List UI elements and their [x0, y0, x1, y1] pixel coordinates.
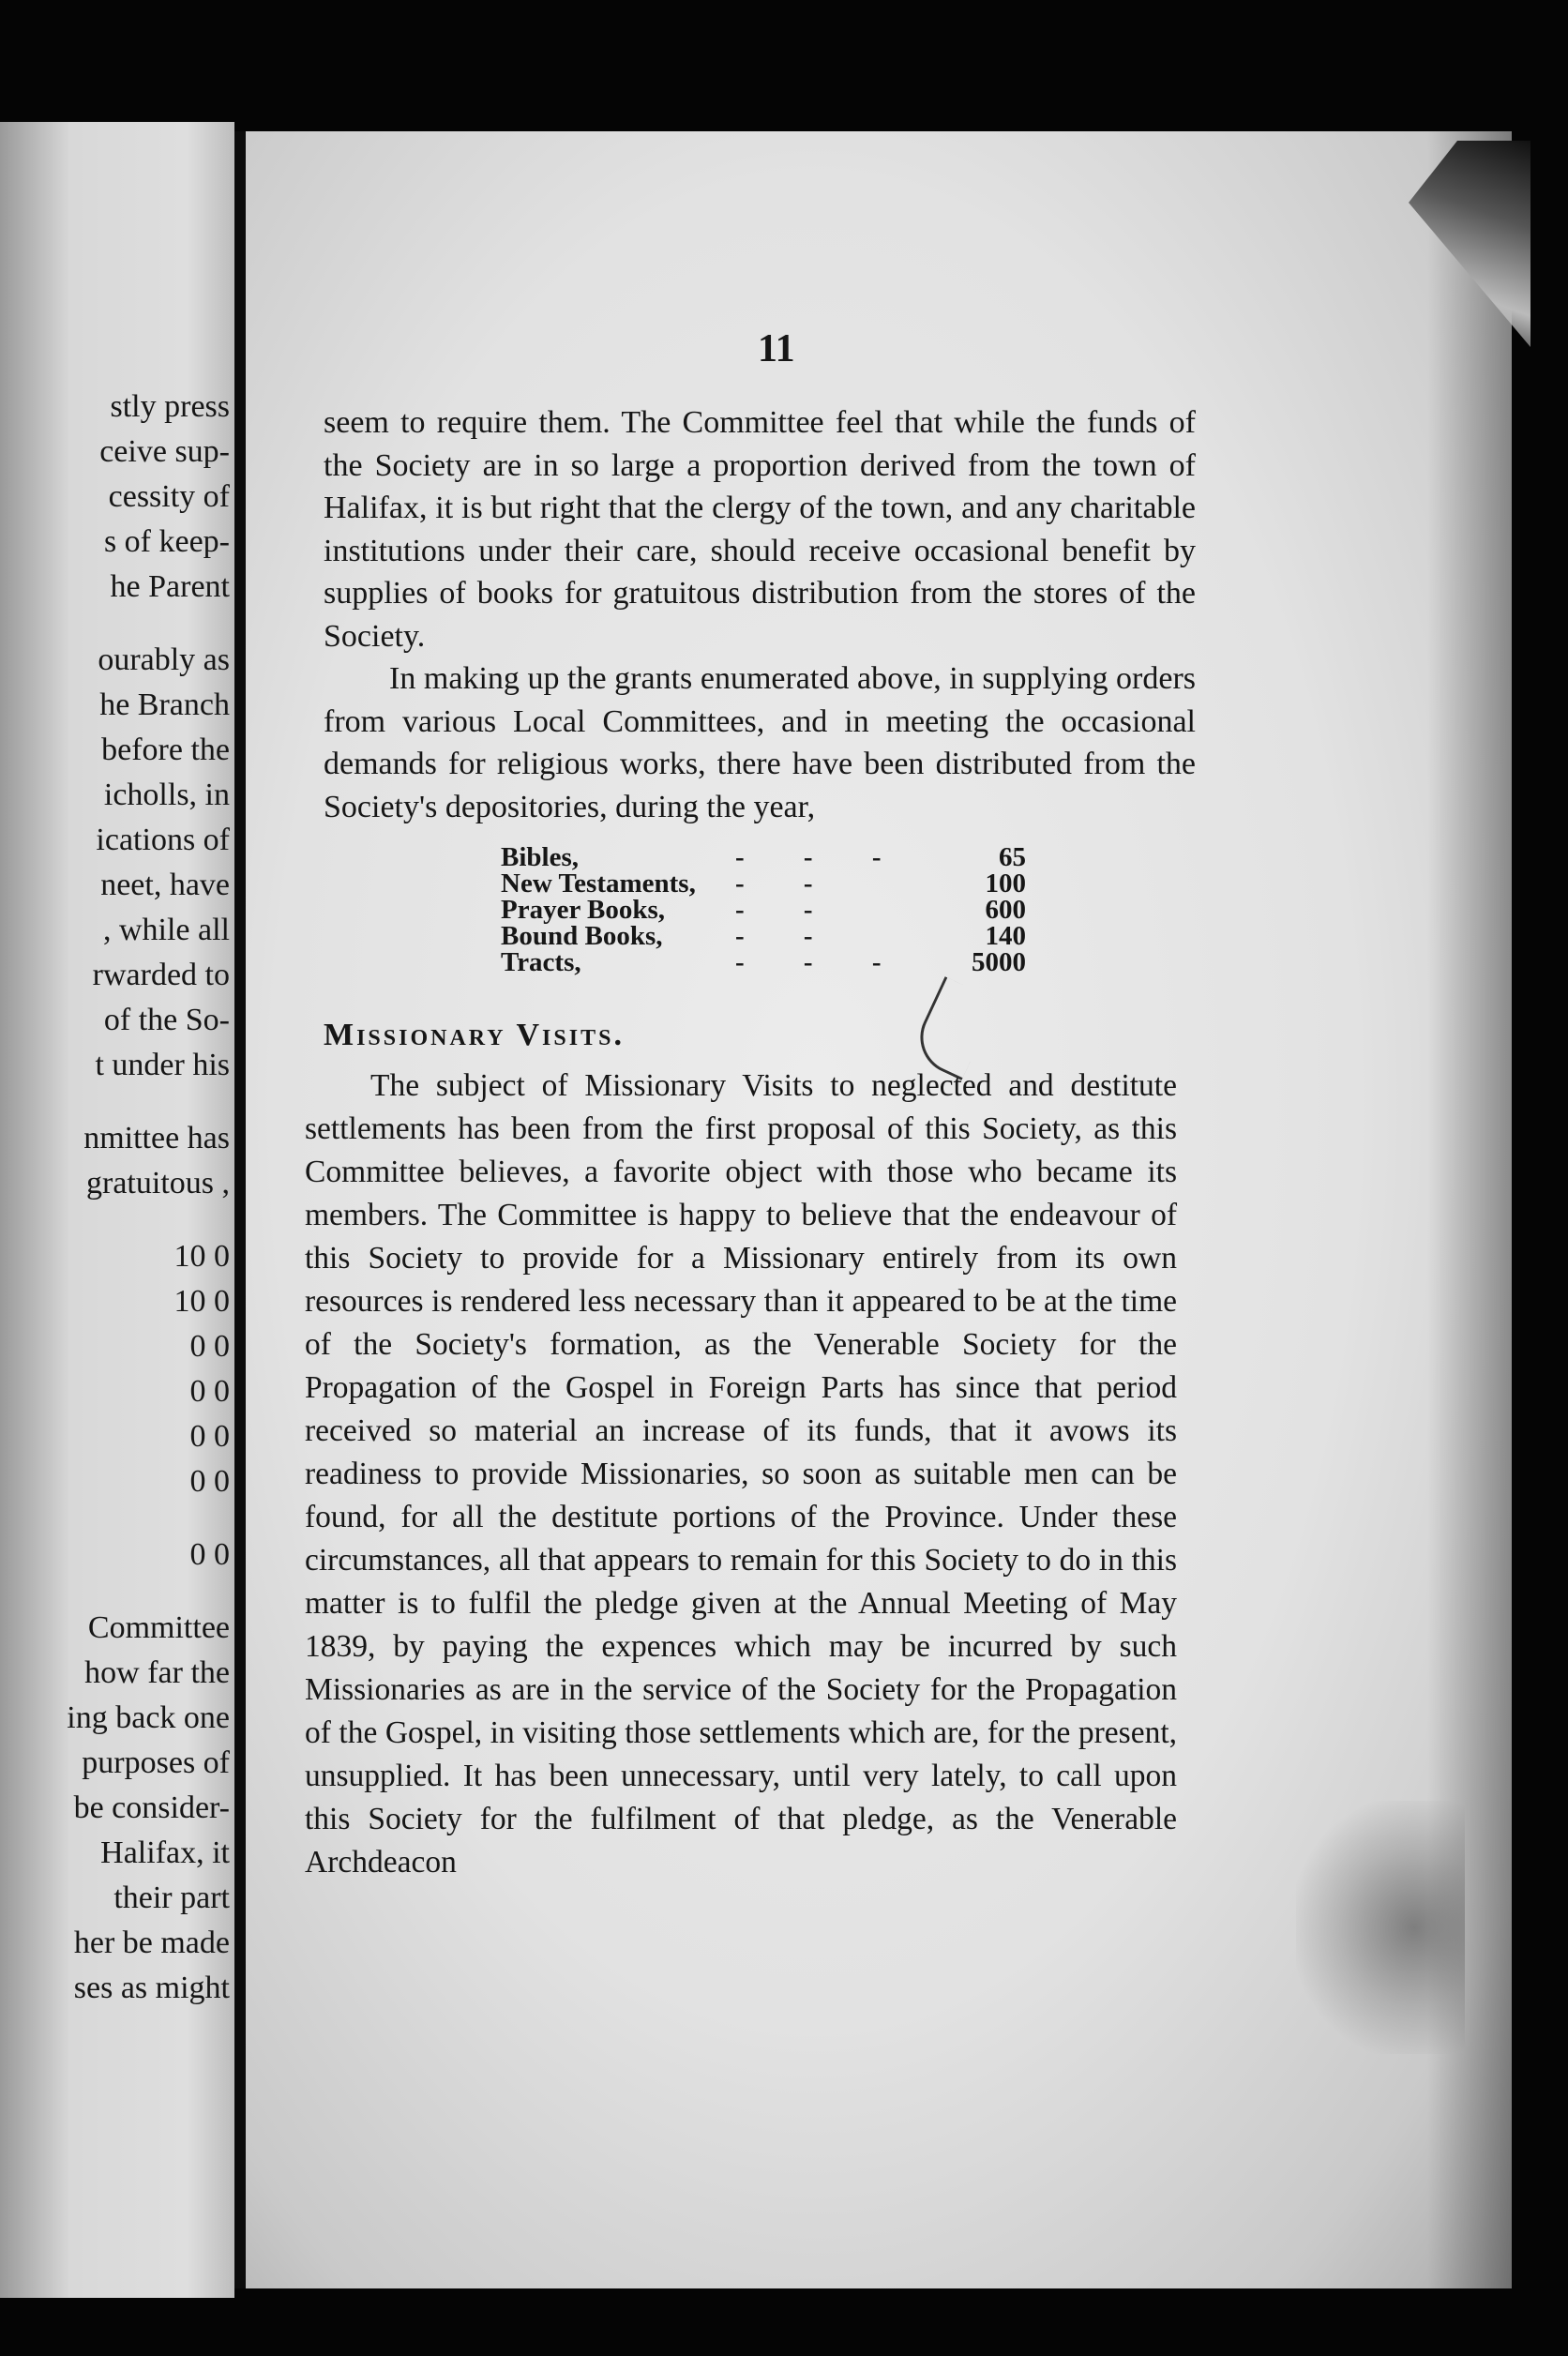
left-page-line: ications of [96, 823, 230, 857]
distribution-label: Bound Books, [501, 921, 663, 951]
distribution-value: 600 [985, 895, 1026, 925]
page-number: 11 [758, 327, 795, 370]
left-page-line: neet, have [100, 868, 230, 902]
left-page-line: , while all [102, 913, 230, 947]
left-page-line [0, 1088, 230, 1116]
left-page-line: gratuitous , [86, 1166, 230, 1201]
left-page-line: stly press [110, 389, 230, 424]
book-gutter [234, 131, 246, 2288]
distribution-dashes: - - - [735, 947, 908, 977]
left-page-line: before the [101, 732, 230, 767]
paragraph-1: seem to require them. The Committee feel that while the funds of the Society are in so large a proportion derived from the town of Halifax, it is but right that the clergy of the town, and any charitable institutions under their care, should receive occasional benefit by supplies of books for gratuitous distribution from the stores of the Society. [324, 405, 1196, 654]
left-page-line: Committee [87, 1610, 230, 1645]
left-page-line: 0 0 [189, 1464, 230, 1499]
distribution-dashes: - - [735, 921, 839, 951]
left-page-line: 0 0 [189, 1419, 230, 1454]
paragraph-2: In making up the grants enumerated above, in supplying orders from various Local Committees, and in meeting the occasional demands for religious works, there have been distributed from the Society's depositories, during the year, [324, 661, 1196, 824]
left-page-line [0, 1504, 230, 1533]
distribution-row [501, 949, 1026, 975]
distribution-label: Prayer Books, [501, 895, 666, 925]
left-page-line: Halifax, it [100, 1835, 230, 1870]
distribution-value: 65 [999, 842, 1026, 872]
left-page-line [0, 1578, 230, 1606]
left-page [0, 122, 234, 2298]
distribution-row [501, 897, 1026, 923]
distribution-value: 140 [985, 921, 1026, 951]
left-page-line: 0 0 [189, 1537, 230, 1572]
left-page-line: be consider- [73, 1790, 230, 1825]
distribution-row [501, 870, 1026, 897]
left-page-line: t under his [95, 1048, 230, 1082]
distribution-label: Bibles, [501, 842, 579, 872]
distribution-dashes: - - [735, 868, 839, 899]
left-page-line: of the So- [103, 1003, 230, 1037]
left-page-line: 0 0 [189, 1374, 230, 1409]
left-page-text [0, 385, 230, 2011]
left-page-line: he Parent [110, 569, 230, 604]
left-page-line: ses as might [73, 1971, 230, 2005]
left-page-line: nmittee has [83, 1121, 230, 1155]
left-page-line: 10 0 [173, 1284, 230, 1319]
distribution-value: 100 [985, 868, 1026, 899]
left-page-line: cessity of [108, 479, 230, 514]
section-heading: Missionary Visits. [324, 1018, 625, 1052]
body-text-main [305, 1065, 1177, 1884]
body-text-top [324, 401, 1196, 828]
left-page-line [0, 610, 230, 638]
left-page-line: how far the [84, 1655, 230, 1690]
distribution-label: New Testaments, [501, 868, 696, 899]
left-page-line: ing back one [67, 1700, 230, 1735]
left-page-line: rwarded to [92, 958, 230, 992]
distribution-table [501, 844, 1026, 975]
distribution-label: Tracts, [501, 947, 581, 977]
left-page-line: 10 0 [173, 1239, 230, 1274]
distribution-row [501, 844, 1026, 870]
left-page-line: her be made [73, 1926, 230, 1960]
distribution-dashes: - - [735, 895, 839, 925]
distribution-value: 5000 [972, 947, 1026, 977]
water-stain [1296, 1801, 1465, 2054]
left-page-line [0, 1206, 230, 1234]
left-page-line: icholls, in [103, 778, 230, 812]
distribution-row [501, 923, 1026, 949]
left-page-line: their part [113, 1880, 230, 1915]
left-page-line: he Branch [99, 687, 230, 722]
left-page-line: ceive sup- [99, 434, 230, 469]
distribution-dashes: - - - [735, 842, 908, 872]
paragraph-3: The subject of Missionary Visits to neglected and destitute settlements has been from the first proposal of this Society, as this Committee believes, a favorite object with those who became its members. The Committee is happy to believe that the endeavour of this Society to provide for a Missionary entirely from its own resources is rendered less necessary than it appeared to be at the time of the Society's formation, as the Venerable Society for the Propagation of the Gospel in Foreign Parts has since that period received so material an increase of its funds, that it avows its readiness to provide Missionaries, so soon as suitable men can be found, for all the destitute portions of the Province. Under these circumstances, all that appears to remain for this Society to do in this matter is to fulfil the pledge given at the Annual Meeting of May 1839, by paying the expences which may be incurred by such Missionaries as are in the service of the Society for the Propagation of the Gospel, in visiting those settlements which are, for the present, unsupplied. It has been unnecessary, until very lately, to call upon this Society for the fulfilment of that pledge, as the Venerable Archdeacon [305, 1068, 1177, 1880]
left-page-line: ourably as [98, 642, 230, 677]
left-page-line: purposes of [82, 1745, 230, 1780]
left-page-line: 0 0 [189, 1329, 230, 1364]
left-page-line: s of keep- [103, 524, 230, 559]
